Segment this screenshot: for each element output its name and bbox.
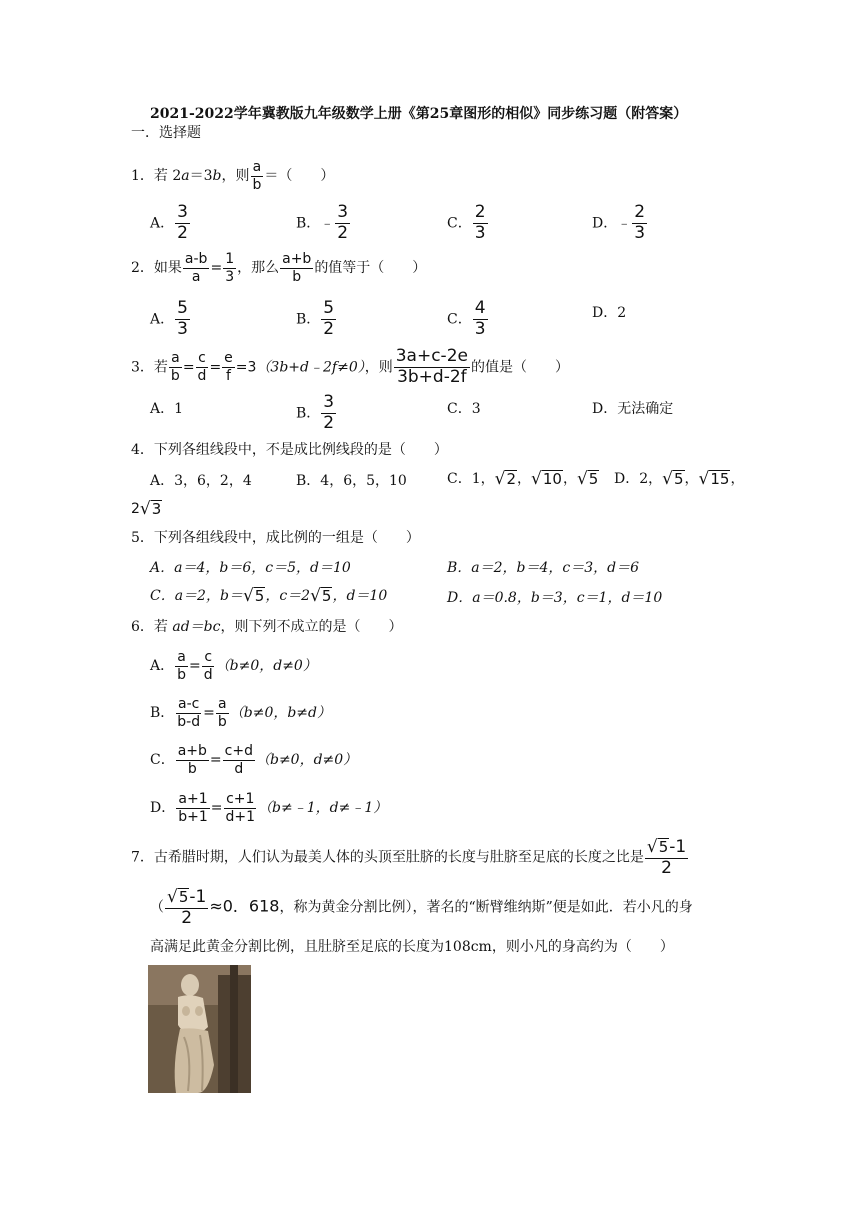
q4-option-b: B．4，6，5，10 (296, 473, 407, 489)
section-heading: 一．选择题 (131, 125, 201, 141)
question-7-line-3: 高满足此黄金分割比例，且肚脐至足底的长度为108cm，则小凡的身高约为（ ） (150, 939, 674, 955)
q6-option-b: B． $\frac{a-c}{b-d}$ = $\frac{a}{b}$ （b≠0，b≠d） (150, 696, 332, 730)
question-6-stem: 6．若 ad＝bc，则下列不成立的是（ ） (131, 619, 403, 635)
q1-option-a: A． $\frac{3}{2}$ (150, 202, 188, 243)
q3-option-b: B． $\frac{3}{2}$ (296, 392, 335, 433)
q4-option-a: A．3，6，2，4 (150, 473, 252, 489)
q4-option-d-wrap: 2 √ 3 (131, 498, 162, 519)
document-title: 2021-2022学年冀教版九年级数学上册《第25章图形的相似》同步练习题（附答案） (150, 106, 688, 122)
question-4-stem: 4．下列各组线段中，不是成比例线段的是（ ） (131, 442, 448, 458)
question-7-line-1: 7．古希腊时期，人们认为最美人体的头顶至肚脐的长度与肚脐至足底的长度之比是 √ 5 -1 2 (131, 836, 687, 878)
q2-option-b: B． $\frac{5}{2}$ (296, 298, 335, 339)
q6-option-a: A． $\frac{a}{b}$ = $\frac{c}{d}$ （b≠0，d≠0） (150, 649, 317, 683)
q1-option-b: B．﹣ $\frac{3}{2}$ (296, 202, 349, 243)
q3-option-a: A．1 (150, 401, 184, 417)
q3-option-d: D．无法确定 (592, 401, 674, 417)
q4-option-c: C．1， √ 2 ， √ 10 ， √ 5 (447, 468, 599, 489)
q2-option-a: A． $\frac{5}{3}$ (150, 298, 188, 339)
q3-option-c: C．3 (447, 401, 481, 417)
q5-option-c: C．a＝2，b＝ √ 5 ，c＝2 √ 5 ，d＝10 (150, 585, 388, 606)
golden-ratio-fraction: √ 5 -1 2 (646, 836, 687, 878)
question-5-stem: 5．下列各组线段中，成比例的一组是（ ） (131, 530, 420, 546)
q1-option-d: D．﹣ $\frac{2}{3}$ (592, 202, 646, 243)
venus-de-milo-photo (148, 965, 251, 1093)
question-3-stem: 3．若 $\frac{a}{b}$ = $\frac{c}{d}$ = $\frac{e}{f}$ =3（3b+d﹣2f≠0），则 $\frac{3a+c-2e}{3b+d-2f}$ 的值是（ ） (131, 346, 569, 387)
q1-option-c: C． $\frac{2}{3}$ (447, 202, 486, 243)
q2-option-c: C． $\frac{4}{3}$ (447, 298, 486, 339)
fraction: $\frac{a}{b}$ (252, 159, 262, 193)
q5-option-b: B．a＝2，b＝4，c＝3，d＝6 (447, 560, 640, 576)
q2-option-d: D．2 (592, 305, 627, 321)
q6-option-d: D． $\frac{a+1}{b+1}$ = $\frac{c+1}{d+1}$ （b≠﹣1，d≠﹣1） (150, 791, 388, 825)
question-1-stem: 1．若 2a＝3b，则 $\frac{a}{b}$ ＝（ ） (131, 159, 335, 193)
q5-option-a: A．a＝4，b＝6，c＝5，d＝10 (150, 560, 351, 576)
q6-option-c: C． $\frac{a+b}{b}$ = $\frac{c+d}{d}$ （b≠0，d≠0） (150, 743, 358, 777)
q4-option-d: D．2， √ 5 ， √ 15 ， (614, 468, 745, 489)
question-7-line-2: （ √ 5 -1 2 ≈0．618，称为黄金分割比例），著名的“断臂维纳斯”便是如此．若小凡的身 (150, 886, 693, 928)
q5-option-d: D．a＝0.8，b＝3，c＝1，d＝10 (447, 590, 663, 606)
question-2-stem: 2．如果 $\frac{a-b}{a}$ = $\frac{1}{3}$ ，那么 $\frac{a+b}{b}$ 的值等于（ ） (131, 251, 427, 285)
